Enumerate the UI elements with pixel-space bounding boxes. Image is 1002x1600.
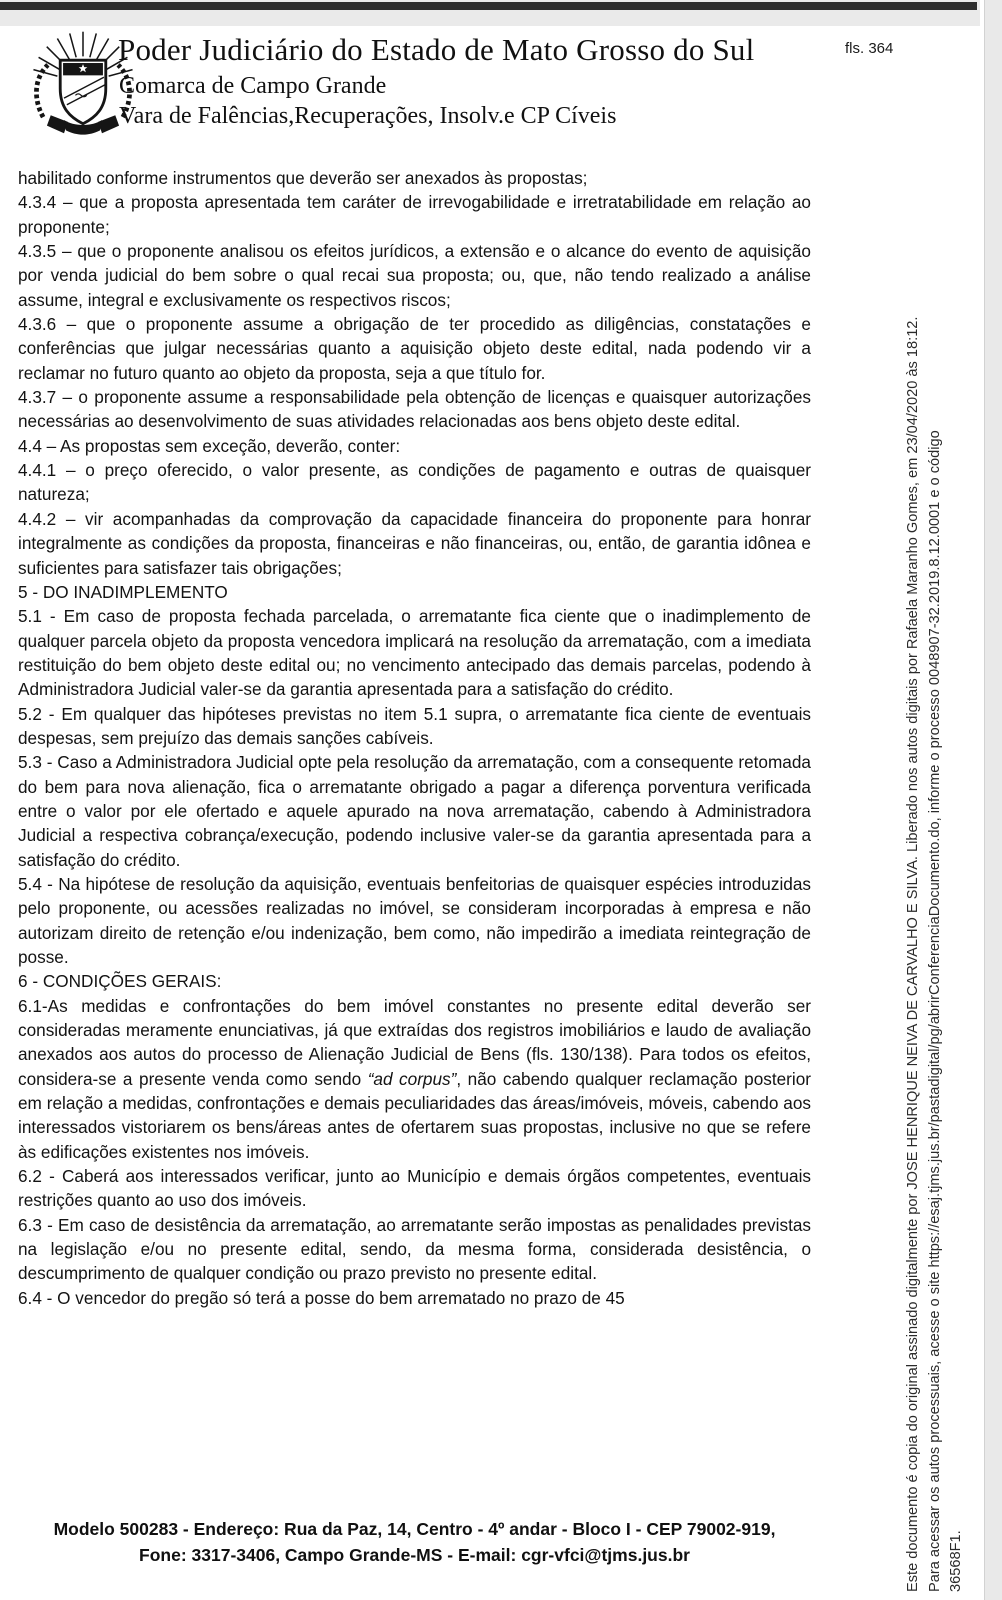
footer-address-line: Modelo 500283 - Endereço: Rua da Paz, 14, Centro - 4º andar - Bloco I - CEP 79002-919, [53, 1519, 776, 1539]
paragraph-6-1-post: , não cabendo qualquer reclamação posterior em relação a medidas, confrontações e demais peculiaridades das áreas/imóveis, móveis, cabendo aos interessados vistoriarem os bens/áreas antes de ofertarem suas propostas, inclusive no que se refere às edificações existentes nos imóveis. [18, 1068, 812, 1162]
paragraph-5-2: 5.2 - Em qualquer das hipóteses previstas no item 5.1 supra, o arrematante fica ciente de eventuais despesas, sem prejuízo das demais sanções cabíveis. [18, 703, 811, 748]
footer-contact-line: Fone: 3317-3406, Campo Grande-MS - E-mail: cgr-vfci@tjms.jus.br [139, 1545, 690, 1565]
scan-right-margin [984, 0, 1002, 1600]
heading-5-inadimplemento: 5 - DO INADIMPLEMENTO [18, 581, 228, 602]
edital-body-text [18, 166, 811, 1310]
paragraph-habilitado: habilitado conforme instrumentos que deverão ser anexados às propostas; [18, 168, 588, 188]
signature-access-line: Para acessar os autos processuais, acesse o site https://esaj.tjms.jus.br/pastadigital/pg/abrirConferenciaDocumento.do, informe o processo 0048907-32.2019.8.12.0001 e o código [926, 430, 943, 1592]
scan-top-edge-bar [0, 2, 977, 10]
paragraph-4-3-6: 4.3.6 – que o proponente assume a obrigação de ter procedido as diligências, constatações e conferências que julgar necessárias quanto a aquisição objeto deste edital, nada podendo vir a reclamar no futuro quanto ao objeto da proposta, seja a que título for. [18, 314, 811, 383]
paragraph-4-4: 4.4 – As propostas sem exceção, deverão, conter: [18, 435, 401, 456]
comarca-subtitle: Comarca de Campo Grande [119, 73, 387, 99]
court-address-footer [18, 1516, 811, 1568]
paragraph-4-3-7: 4.3.7 – o proponente assume a responsabilidade pela obtenção de licenças e quaisquer autorizações necessárias ao desenvolvimento de suas atividades relacionadas aos bens objeto deste edital. [18, 387, 811, 432]
signature-code-line: 36568F1. [948, 1530, 964, 1592]
paragraph-5-1: 5.1 - Em caso de proposta fechada parcelada, o arrematante fica ciente que o inadimplemento de qualquer parcela objeto da proposta vencedora implicará na resolução da arrematação, com a imediata restituição do bem objeto deste edital ou; no vencimento antecipado das demais parcelas, podendo à Administradora Judicial valer-se da garantia apresentada para a satisfação do crédito. [18, 606, 811, 700]
paragraph-4-4-2: 4.4.2 – vir acompanhadas da comprovação da capacidade financeira do proponente para honrar integralmente as condições da proposta, financeiras e não financeiras, ou, então, de garantia idônea e suficientes para satisfazer tais obrigações; [18, 508, 811, 578]
paragraph-6-2: 6.2 - Caberá aos interessados verificar, junto ao Município e demais órgãos competentes, eventuais restrições quanto ao uso dos imóveis. [18, 1166, 811, 1211]
court-title: Poder Judiciário do Estado de Mato Grosso do Sul [118, 32, 755, 67]
digital-signature-sidebar [903, 90, 969, 1592]
vara-subtitle: Vara de Falências,Recuperações, Insolv.e CP Cíveis [119, 103, 617, 129]
paragraph-6-1-pre: 6.1-As medidas e confrontações do bem imóvel constantes no presente edital deverão ser consideradas meramente enunciativas, já que extraídas dos registros imobiliários e laudo de avaliação anexados aos autos do processo de Alienação Judicial de Bens (fls. 130/138). Para todos os efeitos, considera-se a presente venda como sendo [18, 995, 811, 1089]
paragraph-6-1 [18, 994, 811, 1164]
paragraph-4-3-5: 4.3.5 – que o proponente analisou os efeitos jurídicos, a extensão e o alcance do evento de aquisição por venda judicial do bem sobre o qual recai sua proposta; ou, que, não tendo realizado a análise assume, integral e exclusivamente os respectivos riscos; [18, 241, 811, 310]
paragraph-6-1-italic-ad-corpus: “ad corpus” [367, 1068, 457, 1089]
paragraph-4-3-4: 4.3.4 – que a proposta apresentada tem caráter de irrevogabilidade e irretratabilidade em relação ao proponente; [18, 192, 811, 237]
paragraph-4-4-1: 4.4.1 – o preço oferecido, o valor presente, as condições de pagamento e outras de quaisquer natureza; [18, 460, 811, 505]
paragraph-6-4: 6.4 - O vencedor do pregão só terá a posse do bem arrematado no prazo de 45 [18, 1287, 625, 1308]
paragraph-5-4: 5.4 - Na hipótese de resolução da aquisição, eventuais benfeitorias de quaisquer espécies introduzidas pelo proponente, ou acessões realizadas no imóvel, se consideram incorporadas à empresa e não autorizam direito de retenção e/ou indenização, bem como, não impedirão a imediata reintegração de posse. [18, 873, 811, 967]
page-folio-label: fls. 364 [845, 40, 894, 57]
paragraph-5-3: 5.3 - Caso a Administradora Judicial opte pela resolução da arrematação, com a consequente retomada do bem para nova alienação, fica o arrematante obrigado a pagar a diferença porventura verificada entre o valor por ele ofertado e aquele apurado na nova arrematação, cabendo à Administradora Judicial a respectiva cobrança/execução, podendo inclusive valer-se da garantia apresentada para a satisfação do crédito. [18, 752, 811, 870]
paragraph-6-3: 6.3 - Em caso de desistência da arrematação, ao arrematante serão impostas as penalidades previstas na legislação e/ou no presente edital, sendo, da mesma forma, considerada desistência, o descumprimento de qualquer condição ou prazo previsto no presente edital. [18, 1214, 811, 1284]
heading-6-condicoes-gerais: 6 - CONDIÇÕES GERAIS: [18, 971, 222, 992]
signature-statement-line: Este documento é copia do original assinado digitalmente por JOSE HENRIQUE NEIVA DE CARVALHO E SILVA. Liberado nos autos digitais por Rafaela Maranho Gomes, em 23/04/2020 às 18:12. [905, 316, 921, 1592]
